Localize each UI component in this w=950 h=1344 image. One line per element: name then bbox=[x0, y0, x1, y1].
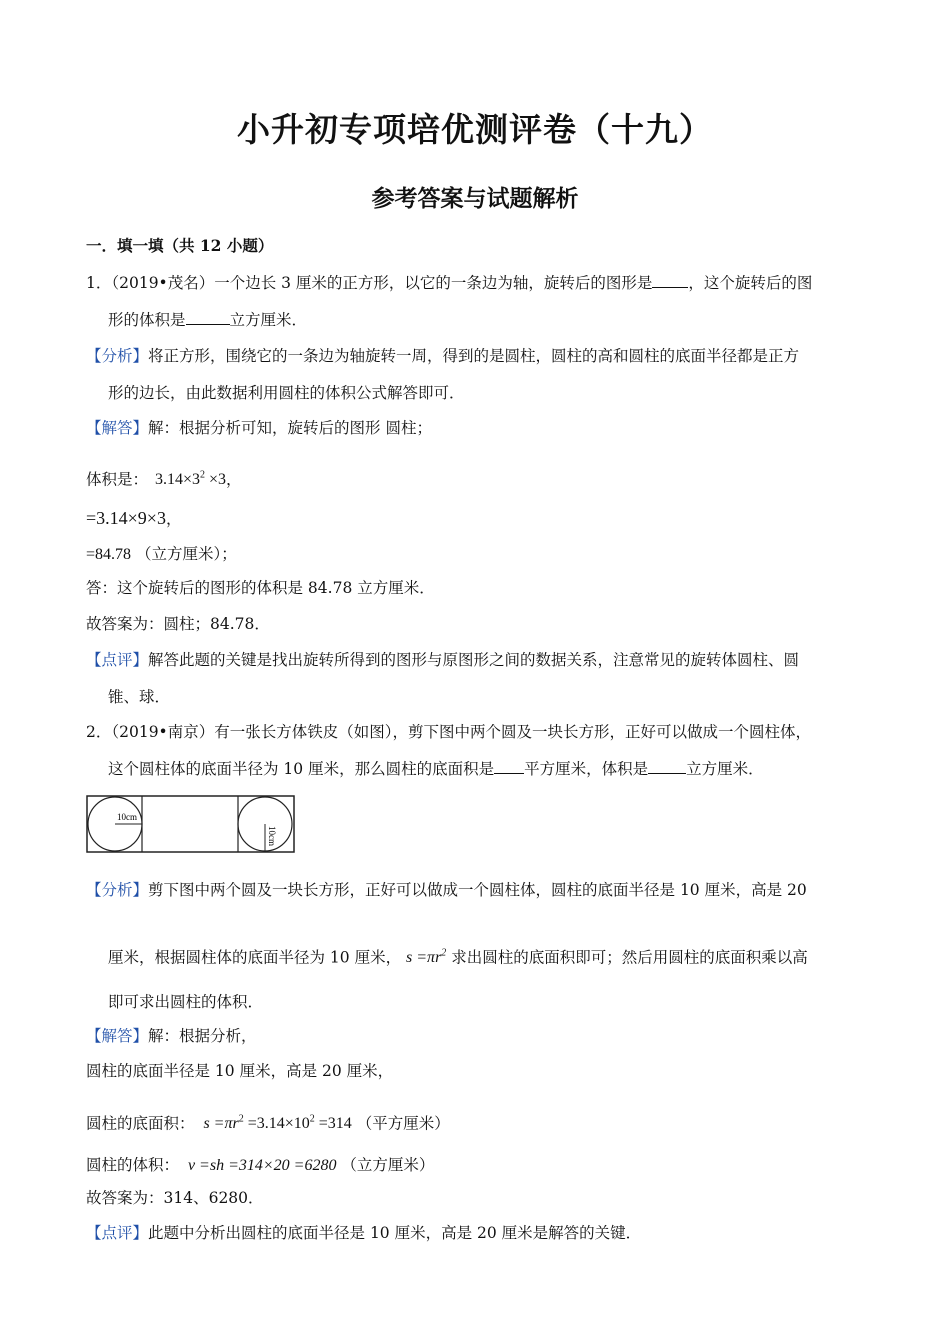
q2-area-expr: $s =\pi r^2 =3.14\times 10^2 =314$ bbox=[203, 1114, 352, 1133]
radius-label-horizontal: 10cm bbox=[117, 812, 137, 822]
analysis-tag: 【分析】 bbox=[86, 347, 149, 365]
q2-analysis-line3: 即可求出圆柱的体积． bbox=[108, 993, 264, 1011]
q2-comment-line: 【点评】此题中分析出圆柱的底面半径是 10 厘米，高是 20 厘米是解答的关键． bbox=[86, 1224, 642, 1242]
q2-stem-line2: 这个圆柱体的底面半径为 10 厘米，那么圆柱的底面积是 平方厘米，体积是 立方厘米． bbox=[108, 760, 764, 778]
q1-analysis-line2: 形的边长，由此数据利用圆柱的体积公式解答即可． bbox=[108, 384, 465, 402]
q2-analysis-line1: 【分析】剪下图中两个圆及一块长方形，正好可以做成一个圆柱体，圆柱的底面半径是 10 厘米，高是 20 bbox=[86, 881, 807, 899]
q2-analysis-line2: 厘米，根据圆柱体的底面半径为 10 厘米， $s =\pi r^2$ 求出圆柱的底面积即可；然后用圆柱的底面积乘以高 bbox=[108, 948, 808, 967]
q2-volume-line: 圆柱的体积： v =sh =314×20 =6280 （立方厘米） bbox=[86, 1156, 435, 1174]
q1-solution-line1: 【解答】解：根据分析可知，旋转后的图形 圆柱； bbox=[86, 419, 432, 437]
q2-final-answer: 故答案为：314、6280． bbox=[86, 1189, 264, 1207]
q2-formula-s: $s =\pi r^2$ bbox=[406, 948, 447, 967]
q1-comment-line2: 锥、球． bbox=[108, 688, 171, 706]
q2-area-line: 圆柱的底面积： $s =\pi r^2 =3.14\times 10^2 =314$ （平方厘米） bbox=[86, 1114, 450, 1133]
q2-solution-line1: 【解答】解：根据分析， bbox=[86, 1027, 257, 1045]
iron-sheet-diagram bbox=[86, 795, 296, 853]
q1-stem-line1: 1．（2019•茂名）一个边长 3 厘米的正方形，以它的一条边为轴，旋转后的图形是 ，这个旋转后的图 bbox=[86, 274, 813, 292]
q1-comment-line1: 【点评】解答此题的关键是找出旋转所得到的图形与原图形之间的数据关系，注意常见的旋转体圆柱、圆 bbox=[86, 651, 800, 669]
q1-answer-line: 答：这个旋转后的图形的体积是 84.78 立方厘米． bbox=[86, 579, 435, 597]
q2-blank-2 bbox=[648, 759, 686, 774]
page-subtitle: 参考答案与试题解析 bbox=[371, 185, 579, 212]
q1-volume-line: 体积是： $3.14\times 3^2 \times 3$， bbox=[86, 470, 242, 489]
q1-blank-1 bbox=[652, 273, 688, 288]
q2-stem-line1: 2．（2019•南京）有一张长方体铁皮（如图），剪下图中两个圆及一块长方形，正好可以做成一个圆柱体， bbox=[86, 723, 811, 741]
q2-solution-line2: 圆柱的底面半径是 10 厘米，高是 20 厘米， bbox=[86, 1062, 394, 1080]
section-heading: 一．填一填（共 12 小题） bbox=[86, 236, 274, 255]
q1-analysis-line1: 【分析】将正方形，围绕它的一条边为轴旋转一周，得到的是圆柱，圆柱的高和圆柱的底面半径都是正方 bbox=[86, 347, 800, 365]
q1-stem-line2: 形的体积是 立方厘米． bbox=[108, 311, 308, 329]
radius-label-vertical: 10cm bbox=[267, 826, 277, 846]
q2-volume-expr: v =sh =314×20 =6280 bbox=[187, 1157, 337, 1174]
comment-tag: 【点评】 bbox=[86, 651, 149, 669]
q1-volume-expr: $3.14\times 3^2 \times 3$ bbox=[154, 470, 227, 489]
solution-tag: 【解答】 bbox=[86, 419, 149, 437]
page-title: 小升初专项培优测评卷（十九） bbox=[237, 110, 713, 149]
q2-blank-1 bbox=[494, 759, 524, 774]
q1-step2: =3.14×9×3， bbox=[86, 508, 182, 528]
q1-final-answer: 故答案为：圆柱；84.78． bbox=[86, 615, 270, 633]
q1-blank-2 bbox=[186, 310, 230, 325]
q1-step3: =84.78 （立方厘米）； bbox=[86, 545, 237, 563]
